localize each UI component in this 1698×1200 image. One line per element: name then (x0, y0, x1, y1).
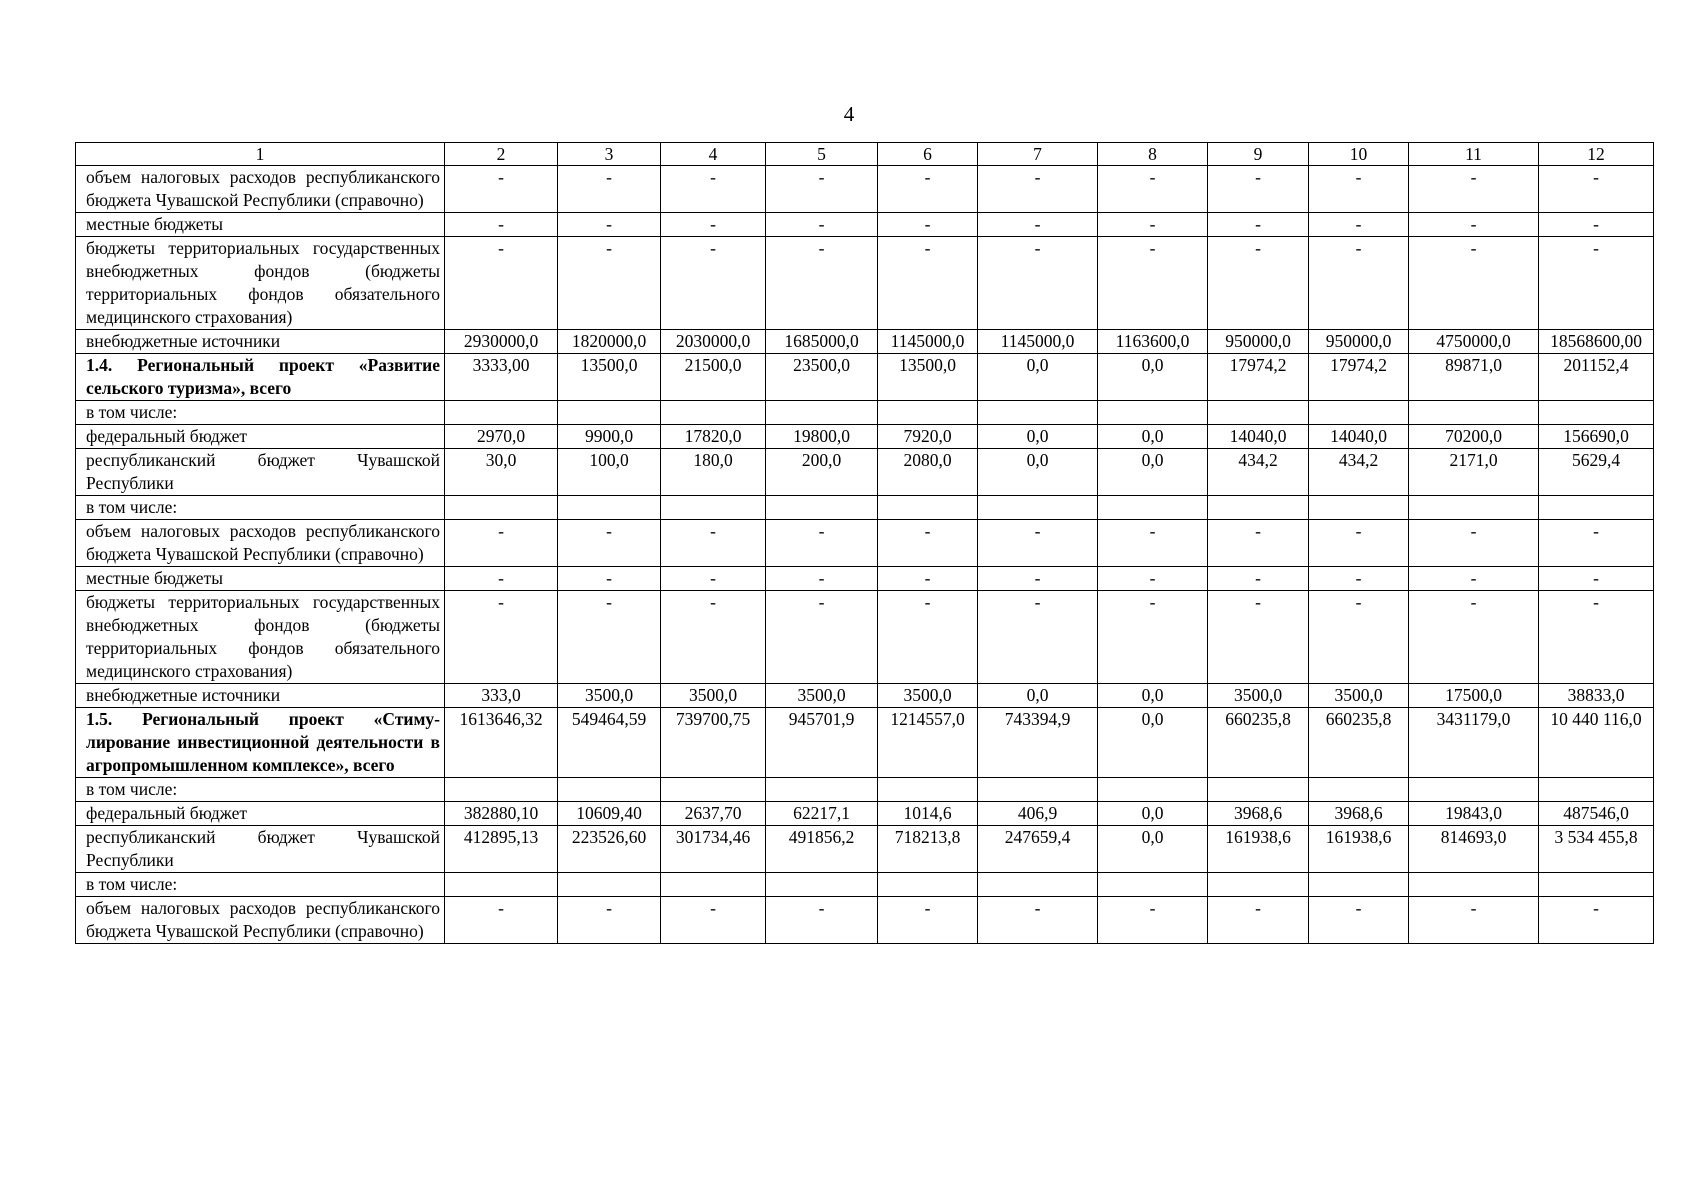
column-number-cell: 7 (978, 143, 1098, 166)
column-number-cell: 5 (766, 143, 878, 166)
value-cell: - (1208, 166, 1309, 213)
value-cell: - (1309, 166, 1409, 213)
row-label: местные бюджеты (76, 567, 445, 591)
value-cell: - (878, 897, 978, 944)
value-cell: - (1208, 591, 1309, 684)
value-cell: - (661, 166, 766, 213)
value-cell: - (1208, 567, 1309, 591)
value-cell: - (766, 567, 878, 591)
table-row (76, 401, 1654, 425)
value-cell (661, 496, 766, 520)
row-label: республиканский бюджет Чувашской Республики (76, 826, 445, 873)
value-cell: 13500,0 (558, 354, 661, 401)
value-cell (1309, 778, 1409, 802)
value-cell: - (1409, 166, 1539, 213)
value-cell: - (1309, 897, 1409, 944)
value-cell: - (558, 567, 661, 591)
value-cell (1208, 401, 1309, 425)
row-label: объем налоговых расходов республиканского бюджета Чувашской Республики (справочно) (76, 166, 445, 213)
value-cell: - (766, 520, 878, 567)
value-cell (978, 401, 1098, 425)
value-cell: 38833,0 (1539, 684, 1654, 708)
value-cell: - (445, 213, 558, 237)
value-cell (1208, 873, 1309, 897)
value-cell: 62217,1 (766, 802, 878, 826)
value-cell: 180,0 (661, 449, 766, 496)
value-cell: 3500,0 (558, 684, 661, 708)
value-cell (445, 401, 558, 425)
table-row (76, 708, 1654, 778)
value-cell (1208, 778, 1309, 802)
value-cell: - (878, 567, 978, 591)
value-cell: - (445, 166, 558, 213)
column-number-cell: 2 (445, 143, 558, 166)
value-cell: 89871,0 (1409, 354, 1539, 401)
value-cell (558, 401, 661, 425)
value-cell: 3431179,0 (1409, 708, 1539, 778)
value-cell: 2970,0 (445, 425, 558, 449)
value-cell: 156690,0 (1539, 425, 1654, 449)
value-cell (878, 401, 978, 425)
value-cell: - (558, 166, 661, 213)
value-cell: - (978, 237, 1098, 330)
value-cell: 3500,0 (1309, 684, 1409, 708)
value-cell (978, 873, 1098, 897)
value-cell: - (1409, 520, 1539, 567)
value-cell: 2080,0 (878, 449, 978, 496)
value-cell: - (1098, 591, 1208, 684)
value-cell: - (766, 166, 878, 213)
row-label: внебюджетные источники (76, 330, 445, 354)
value-cell: - (1208, 213, 1309, 237)
value-cell: - (1309, 591, 1409, 684)
value-cell: - (661, 237, 766, 330)
table-body (76, 143, 1654, 944)
value-cell: - (878, 213, 978, 237)
value-cell: 0,0 (1098, 802, 1208, 826)
value-cell: - (1539, 166, 1654, 213)
column-number-cell: 9 (1208, 143, 1309, 166)
value-cell (445, 873, 558, 897)
value-cell: 161938,6 (1208, 826, 1309, 873)
value-cell: 100,0 (558, 449, 661, 496)
value-cell: 1145000,0 (978, 330, 1098, 354)
value-cell: - (1309, 213, 1409, 237)
value-cell: 739700,75 (661, 708, 766, 778)
value-cell: 0,0 (1098, 708, 1208, 778)
value-cell: - (878, 520, 978, 567)
value-cell: 70200,0 (1409, 425, 1539, 449)
value-cell: - (1539, 520, 1654, 567)
value-cell: 2171,0 (1409, 449, 1539, 496)
value-cell (978, 778, 1098, 802)
value-cell: 0,0 (1098, 449, 1208, 496)
row-label: в том числе: (76, 496, 445, 520)
value-cell: 487546,0 (1539, 802, 1654, 826)
value-cell: 19843,0 (1409, 802, 1539, 826)
row-label: в том числе: (76, 873, 445, 897)
value-cell: - (1309, 520, 1409, 567)
value-cell: 0,0 (1098, 826, 1208, 873)
value-cell (766, 778, 878, 802)
value-cell: 3500,0 (878, 684, 978, 708)
value-cell: - (978, 520, 1098, 567)
value-cell: - (1098, 567, 1208, 591)
value-cell: 1820000,0 (558, 330, 661, 354)
value-cell: - (661, 591, 766, 684)
value-cell: - (1098, 213, 1208, 237)
value-cell (878, 778, 978, 802)
value-cell: 2930000,0 (445, 330, 558, 354)
value-cell: - (1208, 897, 1309, 944)
value-cell: 0,0 (978, 684, 1098, 708)
value-cell: 9900,0 (558, 425, 661, 449)
value-cell: 7920,0 (878, 425, 978, 449)
value-cell: 17974,2 (1208, 354, 1309, 401)
value-cell (878, 873, 978, 897)
value-cell: - (978, 166, 1098, 213)
value-cell: - (1208, 520, 1309, 567)
table-row (76, 684, 1654, 708)
column-number-cell: 6 (878, 143, 978, 166)
value-cell: 200,0 (766, 449, 878, 496)
value-cell (558, 873, 661, 897)
column-number-cell: 3 (558, 143, 661, 166)
value-cell: - (445, 520, 558, 567)
value-cell: 14040,0 (1309, 425, 1409, 449)
value-cell: - (1098, 237, 1208, 330)
value-cell: 491856,2 (766, 826, 878, 873)
column-number-cell: 11 (1409, 143, 1539, 166)
value-cell (1409, 873, 1539, 897)
value-cell: 1145000,0 (878, 330, 978, 354)
table-row (76, 873, 1654, 897)
row-label: бюджеты территориальных государственных внебюджетных фондов (бюджеты территориальных фондов обязательного медицинского страхования) (76, 591, 445, 684)
value-cell: - (558, 213, 661, 237)
value-cell (661, 401, 766, 425)
value-cell: 0,0 (1098, 354, 1208, 401)
table-row (76, 496, 1654, 520)
value-cell: - (766, 591, 878, 684)
row-label: местные бюджеты (76, 213, 445, 237)
value-cell (1098, 401, 1208, 425)
value-cell: - (1208, 237, 1309, 330)
value-cell (558, 496, 661, 520)
value-cell (766, 873, 878, 897)
value-cell (1309, 873, 1409, 897)
value-cell (878, 496, 978, 520)
value-cell: 17974,2 (1309, 354, 1409, 401)
value-cell: 3500,0 (661, 684, 766, 708)
value-cell: - (661, 567, 766, 591)
value-cell: 549464,59 (558, 708, 661, 778)
value-cell: 3 534 455,8 (1539, 826, 1654, 873)
value-cell (766, 496, 878, 520)
value-cell: 4750000,0 (1409, 330, 1539, 354)
row-label: федеральный бюджет (76, 802, 445, 826)
value-cell: - (445, 237, 558, 330)
value-cell (766, 401, 878, 425)
value-cell: - (978, 591, 1098, 684)
value-cell: - (766, 237, 878, 330)
page-number: 4 (843, 102, 855, 126)
value-cell: 1014,6 (878, 802, 978, 826)
value-cell (661, 873, 766, 897)
value-cell: - (978, 567, 1098, 591)
value-cell (1539, 401, 1654, 425)
table-row (76, 449, 1654, 496)
value-cell (1409, 496, 1539, 520)
value-cell: 950000,0 (1208, 330, 1309, 354)
column-number-cell: 10 (1309, 143, 1409, 166)
value-cell: 3500,0 (1208, 684, 1309, 708)
value-cell: - (1539, 237, 1654, 330)
table-row (76, 826, 1654, 873)
value-cell: 21500,0 (661, 354, 766, 401)
value-cell: 3968,6 (1208, 802, 1309, 826)
value-cell: 434,2 (1208, 449, 1309, 496)
value-cell: 1163600,0 (1098, 330, 1208, 354)
value-cell (558, 778, 661, 802)
value-cell (1309, 401, 1409, 425)
value-cell: 301734,46 (661, 826, 766, 873)
value-cell (661, 778, 766, 802)
column-number-cell: 12 (1539, 143, 1654, 166)
value-cell: - (558, 897, 661, 944)
value-cell: - (1098, 166, 1208, 213)
value-cell: 945701,9 (766, 708, 878, 778)
value-cell: - (1409, 213, 1539, 237)
value-cell: - (1539, 897, 1654, 944)
value-cell: 3333,00 (445, 354, 558, 401)
value-cell: 0,0 (1098, 425, 1208, 449)
value-cell: - (558, 237, 661, 330)
value-cell: 406,9 (978, 802, 1098, 826)
value-cell: - (445, 591, 558, 684)
table-row (76, 237, 1654, 330)
row-label: внебюджетные источники (76, 684, 445, 708)
value-cell: 0,0 (978, 354, 1098, 401)
value-cell (1409, 778, 1539, 802)
value-cell: 10 440 116,0 (1539, 708, 1654, 778)
value-cell: 434,2 (1309, 449, 1409, 496)
value-cell (445, 496, 558, 520)
table-row (76, 802, 1654, 826)
row-label: объем налоговых расходов республиканского бюджета Чувашской Республики (справочно) (76, 520, 445, 567)
column-number-row (76, 143, 1654, 166)
row-label: федеральный бюджет (76, 425, 445, 449)
value-cell: - (558, 591, 661, 684)
value-cell: 19800,0 (766, 425, 878, 449)
value-cell: 333,0 (445, 684, 558, 708)
value-cell (1539, 496, 1654, 520)
value-cell: - (661, 520, 766, 567)
value-cell: - (878, 166, 978, 213)
value-cell: - (766, 897, 878, 944)
value-cell: 17820,0 (661, 425, 766, 449)
table-row (76, 520, 1654, 567)
table-row (76, 897, 1654, 944)
value-cell (1098, 778, 1208, 802)
value-cell: - (1409, 237, 1539, 330)
value-cell (1539, 873, 1654, 897)
value-cell: - (1098, 520, 1208, 567)
value-cell: 2637,70 (661, 802, 766, 826)
value-cell: - (1539, 567, 1654, 591)
table-row (76, 330, 1654, 354)
value-cell: 23500,0 (766, 354, 878, 401)
value-cell: - (1098, 897, 1208, 944)
value-cell: 161938,6 (1309, 826, 1409, 873)
value-cell: 0,0 (978, 425, 1098, 449)
value-cell: 3968,6 (1309, 802, 1409, 826)
value-cell (1098, 873, 1208, 897)
row-label: республиканский бюджет Чувашской Республики (76, 449, 445, 496)
value-cell: - (1539, 591, 1654, 684)
value-cell: - (445, 567, 558, 591)
table-row (76, 567, 1654, 591)
value-cell: 950000,0 (1309, 330, 1409, 354)
table-row (76, 354, 1654, 401)
value-cell: 382880,10 (445, 802, 558, 826)
value-cell (445, 778, 558, 802)
row-label: 1.4. Региональный проект «Развитие сельского туризма», всего (76, 354, 445, 401)
row-label: бюджеты территориальных государственных внебюджетных фондов (бюджеты территориальных фондов обязательного медицинского страхования) (76, 237, 445, 330)
value-cell (1409, 401, 1539, 425)
value-cell: - (1539, 213, 1654, 237)
value-cell: - (661, 213, 766, 237)
value-cell: 412895,13 (445, 826, 558, 873)
value-cell: 10609,40 (558, 802, 661, 826)
value-cell: 5629,4 (1539, 449, 1654, 496)
value-cell: - (878, 591, 978, 684)
value-cell (1539, 778, 1654, 802)
value-cell: 718213,8 (878, 826, 978, 873)
table-row (76, 425, 1654, 449)
value-cell: 30,0 (445, 449, 558, 496)
value-cell: - (978, 897, 1098, 944)
value-cell: 814693,0 (1409, 826, 1539, 873)
value-cell: 0,0 (1098, 684, 1208, 708)
value-cell: 13500,0 (878, 354, 978, 401)
value-cell: - (445, 897, 558, 944)
value-cell: 2030000,0 (661, 330, 766, 354)
value-cell: 3500,0 (766, 684, 878, 708)
value-cell: - (1409, 897, 1539, 944)
value-cell: - (978, 213, 1098, 237)
value-cell: 1214557,0 (878, 708, 978, 778)
column-number-cell: 8 (1098, 143, 1208, 166)
value-cell: - (1309, 567, 1409, 591)
value-cell: - (661, 897, 766, 944)
value-cell (1309, 496, 1409, 520)
table-row (76, 591, 1654, 684)
budget-table (75, 142, 1654, 944)
table-row (76, 778, 1654, 802)
row-label: в том числе: (76, 778, 445, 802)
value-cell: - (766, 213, 878, 237)
value-cell: 223526,60 (558, 826, 661, 873)
column-number-cell: 4 (661, 143, 766, 166)
table-row (76, 166, 1654, 213)
value-cell: 201152,4 (1539, 354, 1654, 401)
value-cell: 743394,9 (978, 708, 1098, 778)
value-cell: - (878, 237, 978, 330)
row-label: в том числе: (76, 401, 445, 425)
row-label: объем налоговых расходов республиканского бюджета Чувашской Республики (справочно) (76, 897, 445, 944)
value-cell: 1613646,32 (445, 708, 558, 778)
value-cell (978, 496, 1098, 520)
table-row (76, 213, 1654, 237)
value-cell (1208, 496, 1309, 520)
column-number-cell: 1 (76, 143, 445, 166)
value-cell: 18568600,00 (1539, 330, 1654, 354)
value-cell: 17500,0 (1409, 684, 1539, 708)
value-cell: - (1409, 591, 1539, 684)
value-cell: - (558, 520, 661, 567)
value-cell: 1685000,0 (766, 330, 878, 354)
row-label: 1.5. Региональный проект «Стимулирование инвестиционной деятельности в агропромышленном комплексе», всего (76, 708, 445, 778)
value-cell: 660235,8 (1309, 708, 1409, 778)
value-cell: 0,0 (978, 449, 1098, 496)
value-cell (1098, 496, 1208, 520)
value-cell: 660235,8 (1208, 708, 1309, 778)
value-cell: - (1409, 567, 1539, 591)
value-cell: - (1309, 237, 1409, 330)
value-cell: 14040,0 (1208, 425, 1309, 449)
value-cell: 247659,4 (978, 826, 1098, 873)
